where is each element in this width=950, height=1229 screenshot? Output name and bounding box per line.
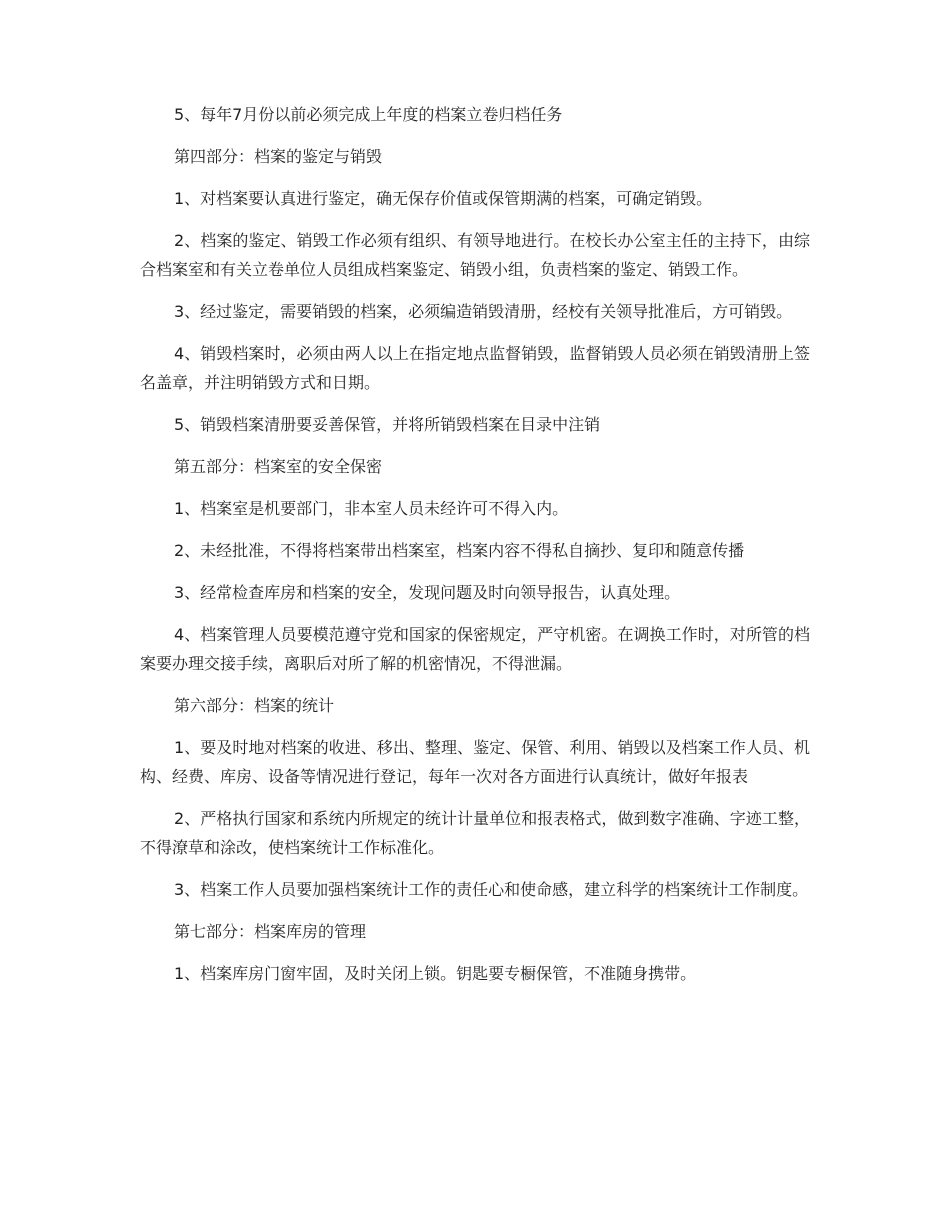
section-heading-statistics: 第六部分：档案的统计 [174,696,335,715]
item-registration-statistics: 1、要及时地对档案的收进、移出、整理、鉴定、保管、利用、销毁以及档案工作人员、机构、经费、库房、设备等情况进行登记，每年一次对各方面进行认真统计，做好年报表 [140,738,810,786]
section-heading-storage: 第七部分：档案库房的管理 [174,922,367,941]
item-safety-inspection: 3、经常检查库房和档案的安全，发现问题及时向领导报告，认真处理。 [174,583,681,602]
section-heading-appraisal-destruction: 第四部分：档案的鉴定与销毁 [174,147,383,166]
item-appraisal-organization: 2、档案的鉴定、销毁工作必须有组织、有领导地进行。在校长办公室主任的主持下，由综合档案室和有关立卷单位人员组成档案鉴定、销毁小组，负责档案的鉴定、销毁工作。 [140,231,810,279]
item-storage-security: 1、档案库房门窗牢固，及时关闭上锁。钥匙要专橱保管，不准随身携带。 [174,964,697,983]
document-body [140,100,810,1001]
item-destruction-list: 3、经过鉴定，需要销毁的档案，必须编造销毁清册，经校有关领导批准后，方可销毁。 [174,302,793,321]
item-no-removal: 2、未经批准，不得将档案带出档案室，档案内容不得私自摘抄、复印和随意传播 [174,541,745,560]
item-confidentiality: 4、档案管理人员要模范遵守党和国家的保密规定，严守机密。在调换工作时，对所管的档案要办理交接手续，离职后对所了解的机密情况，不得泄漏。 [140,625,810,673]
item-statistics-standards: 2、严格执行国家和系统内所规定的统计计量单位和报表格式，做到数字准确、字迹工整，不得潦草和涂改，使档案统计工作标准化。 [140,809,810,857]
item-destruction-register: 5、销毁档案清册要妥善保管，并将所销毁档案在目录中注销 [174,415,601,434]
section-heading-security: 第五部分：档案室的安全保密 [174,457,383,476]
item-archiving-deadline: 5、每年7月份以前必须完成上年度的档案立卷归档任务 [174,105,563,124]
item-appraisal: 1、对档案要认真进行鉴定，确无保存价值或保管期满的档案，可确定销毁。 [174,189,713,208]
item-restricted-access: 1、档案室是机要部门，非本室人员未经许可不得入内。 [174,499,569,518]
item-statistics-system: 3、档案工作人员要加强档案统计工作的责任心和使命感，建立科学的档案统计工作制度。 [174,880,809,899]
item-destruction-supervision: 4、销毁档案时，必须由两人以上在指定地点监督销毁，监督销毁人员必须在销毁清册上签名盖章，并注明销毁方式和日期。 [140,344,810,392]
